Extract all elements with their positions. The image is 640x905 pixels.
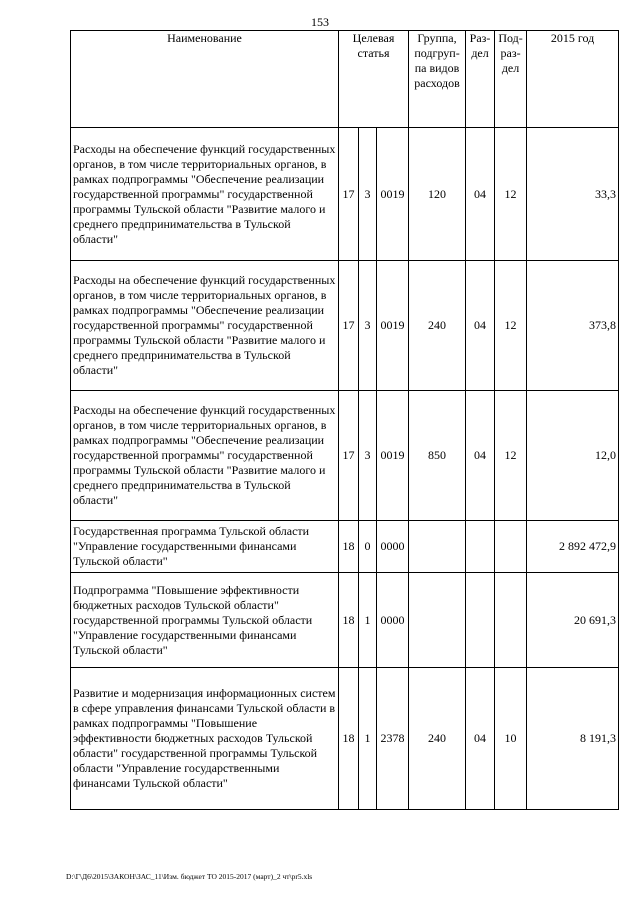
amount: 373,8 — [527, 261, 619, 391]
amount: 12,0 — [527, 391, 619, 521]
target-code-3: 2378 — [377, 668, 409, 810]
subsection-code: 12 — [495, 391, 527, 521]
target-code-1: 17 — [339, 391, 359, 521]
budget-table — [70, 30, 619, 810]
header-subsection: Под-раз-дел — [495, 31, 527, 128]
target-code-1: 18 — [339, 573, 359, 668]
target-code-1: 18 — [339, 521, 359, 573]
target-code-1: 17 — [339, 261, 359, 391]
target-code-3: 0019 — [377, 391, 409, 521]
target-code-1: 17 — [339, 128, 359, 261]
row-name: Расходы на обеспечение функций государственных органов, в том числе территориальных органов, в рамках подпрограммы "Обеспечение реализации государственной программы" государственной программы Тульской области "Развитие малого и среднего предпринимательства в Тульской области" — [71, 261, 339, 391]
target-code-3: 0019 — [377, 261, 409, 391]
header-section: Раз-дел — [466, 31, 495, 128]
group-code: 240 — [409, 261, 466, 391]
group-code — [409, 521, 466, 573]
group-code: 240 — [409, 668, 466, 810]
table-row — [71, 521, 619, 573]
row-name: Подпрограмма "Повышение эффективности бюджетных расходов Тульской области" государственной программы Тульской области "Управление государственными финансами Тульской области" — [71, 573, 339, 668]
target-code-3: 0000 — [377, 573, 409, 668]
row-name: Расходы на обеспечение функций государственных органов, в том числе территориальных органов, в рамках подпрограммы "Обеспечение реализации государственной программы" государственной программы Тульской области "Развитие малого и среднего предпринимательства в Тульской области" — [71, 128, 339, 261]
group-code: 120 — [409, 128, 466, 261]
subsection-code: 10 — [495, 668, 527, 810]
subsection-code — [495, 521, 527, 573]
table-row — [71, 668, 619, 810]
header-target: Целевая статья — [339, 31, 409, 128]
group-code: 850 — [409, 391, 466, 521]
subsection-code: 12 — [495, 128, 527, 261]
row-name: Развитие и модернизация информационных систем в сфере управления финансами Тульской области в рамках подпрограммы "Повышение эффективности бюджетных расходов Тульской области" государственной программы Тульской области "Управление государственными финансами Тульской области" — [71, 668, 339, 810]
table-row — [71, 128, 619, 261]
section-code — [466, 521, 495, 573]
section-code — [466, 573, 495, 668]
target-code-1: 18 — [339, 668, 359, 810]
amount: 8 191,3 — [527, 668, 619, 810]
target-code-2: 0 — [359, 521, 377, 573]
page-number: 153 — [311, 15, 329, 29]
row-name: Расходы на обеспечение функций государственных органов, в том числе территориальных органов, в рамках подпрограммы "Обеспечение реализации государственной программы" государственной программы Тульской области "Развитие малого и среднего предпринимательства в Тульской области" — [71, 391, 339, 521]
file-path-footer: D:\Г\Д6\2015\ЗАКОН\ЗАС_11\Изм. бюджет ТО 2015-2017 (март)_2 чт\pr5.xls — [66, 872, 313, 881]
target-code-2: 3 — [359, 391, 377, 521]
section-code: 04 — [466, 668, 495, 810]
section-code: 04 — [466, 128, 495, 261]
subsection-code — [495, 573, 527, 668]
target-code-2: 3 — [359, 128, 377, 261]
group-code — [409, 573, 466, 668]
row-name: Государственная программа Тульской области "Управление государственными финансами Тульской области" — [71, 521, 339, 573]
table-row — [71, 261, 619, 391]
header-name: Наименование — [71, 31, 339, 128]
subsection-code: 12 — [495, 261, 527, 391]
target-code-3: 0000 — [377, 521, 409, 573]
target-code-3: 0019 — [377, 128, 409, 261]
table-row — [71, 573, 619, 668]
target-code-2: 3 — [359, 261, 377, 391]
amount: 33,3 — [527, 128, 619, 261]
header-year: 2015 год — [527, 31, 619, 128]
header-group: Группа, подгруп-па видов расходов — [409, 31, 466, 128]
section-code: 04 — [466, 261, 495, 391]
target-code-2: 1 — [359, 668, 377, 810]
amount: 20 691,3 — [527, 573, 619, 668]
target-code-2: 1 — [359, 573, 377, 668]
table-row — [71, 391, 619, 521]
amount: 2 892 472,9 — [527, 521, 619, 573]
section-code: 04 — [466, 391, 495, 521]
